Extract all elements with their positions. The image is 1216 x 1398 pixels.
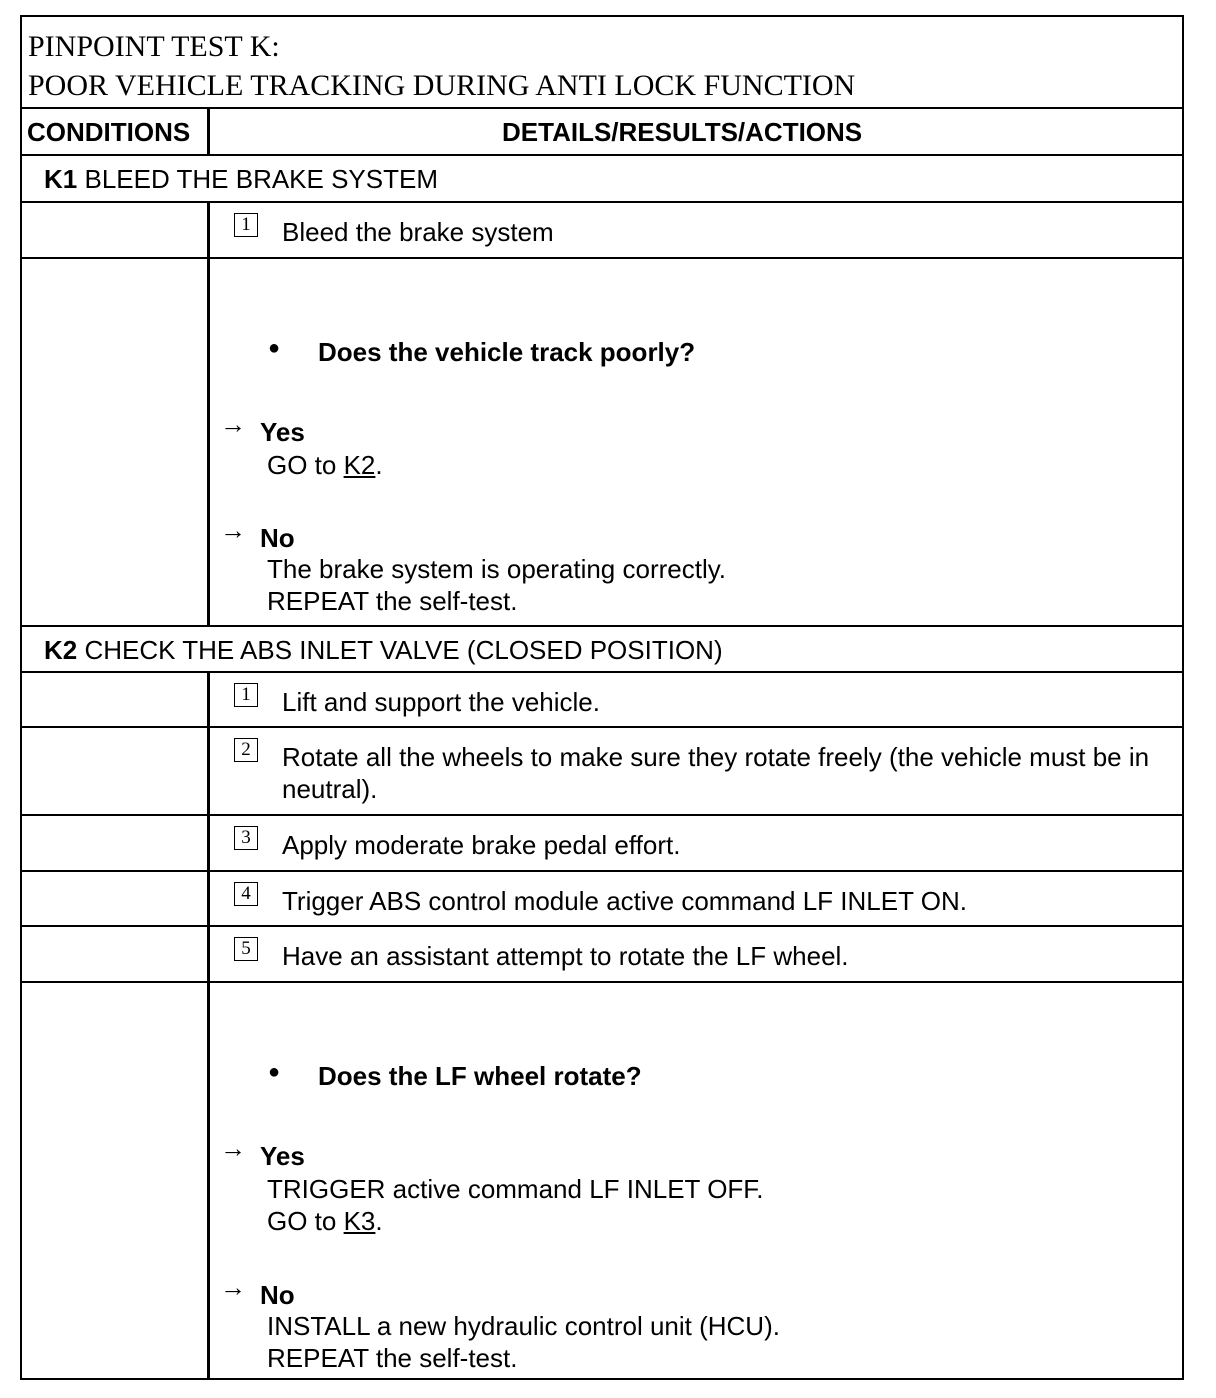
- column-header-row: [22, 107, 1182, 154]
- conditions-header: CONDITIONS: [27, 117, 191, 147]
- k1-yes-action: GO to K2.: [267, 450, 383, 480]
- link-k3[interactable]: K3: [343, 1206, 376, 1236]
- step-number-box: 1: [234, 213, 258, 237]
- k2-no-label: No: [260, 1280, 295, 1310]
- step-text: Bleed the brake system: [282, 217, 554, 247]
- step-text: Trigger ABS control module active command LF INLET ON.: [282, 886, 967, 916]
- k2-step-row: [22, 925, 1182, 981]
- k2-step-row: [22, 870, 1182, 925]
- k2-yes-label: Yes: [260, 1141, 305, 1171]
- test-title-line1: PINPOINT TEST K:: [28, 30, 280, 63]
- arrow-right-icon: →: [220, 1133, 246, 1163]
- test-title-line2: POOR VEHICLE TRACKING DURING ANTI LOCK FUNCTION: [28, 69, 856, 102]
- link-k2[interactable]: K2: [343, 450, 376, 480]
- step-number-box: 5: [234, 937, 258, 961]
- arrow-right-icon: →: [220, 1272, 246, 1302]
- k1-no-action: The brake system is operating correctly. REPEAT the self-test.: [267, 554, 727, 616]
- k2-step-row: [22, 814, 1182, 870]
- k1-result-row: [22, 257, 1182, 625]
- conditions-cell: [22, 927, 210, 981]
- conditions-cell: [22, 816, 210, 870]
- k1-no-label: No: [260, 523, 295, 553]
- step-number-box: 2: [234, 738, 258, 762]
- section-k2-code: K2: [44, 635, 78, 665]
- k2-result-row: [22, 981, 1182, 1378]
- step-text: Apply moderate brake pedal effort.: [282, 830, 681, 860]
- conditions-cell: [22, 673, 210, 726]
- pinpoint-test-table: [20, 15, 1184, 1380]
- step-number-box: 1: [234, 683, 258, 707]
- step-text: Rotate all the wheels to make sure they rotate freely (the vehicle must be in neutral).: [282, 742, 1150, 804]
- test-title: [28, 27, 855, 105]
- k1-step-row: [22, 201, 1182, 257]
- k2-step-row: [22, 671, 1182, 726]
- section-k1-title: [44, 164, 438, 195]
- details-header: DETAILS/RESULTS/ACTIONS: [502, 117, 863, 147]
- k2-yes-action: TRIGGER active command LF INLET OFF. GO to K3.: [267, 1174, 764, 1236]
- conditions-cell: [22, 728, 210, 814]
- k1-result: ● Does the vehicle track poorly? → Yes GO to K2. → No The brake system is operating correctly. REPEAT the self-test.: [220, 337, 727, 616]
- section-k2-title: [44, 635, 723, 666]
- step-text: Have an assistant attempt to rotate the LF wheel.: [282, 941, 849, 971]
- conditions-cell: [22, 203, 210, 257]
- k2-step-row: [22, 726, 1182, 814]
- step-number-box: 4: [234, 882, 258, 906]
- section-k1-title-row: [22, 154, 1182, 201]
- bullet-icon: ●: [268, 337, 281, 359]
- section-k1-code: K1: [44, 164, 78, 194]
- k1-yes-label: Yes: [260, 417, 305, 447]
- conditions-cell: [22, 872, 210, 925]
- section-k1-label: BLEED THE BRAKE SYSTEM: [84, 164, 438, 194]
- bullet-icon: ●: [268, 1061, 281, 1083]
- section-k2-title-row: [22, 625, 1182, 671]
- section-k2-label: CHECK THE ABS INLET VALVE (CLOSED POSITION): [84, 635, 723, 665]
- step-text: Lift and support the vehicle.: [282, 687, 600, 717]
- arrow-right-icon: →: [220, 515, 246, 545]
- k2-no-action: INSTALL a new hydraulic control unit (HCU). REPEAT the self-test.: [267, 1311, 780, 1373]
- step-number-box: 3: [234, 826, 258, 850]
- arrow-right-icon: →: [220, 409, 246, 439]
- k2-result: ● Does the LF wheel rotate? → Yes TRIGGER active command LF INLET OFF. GO to K3. → No INSTALL a new hydraulic control unit (HCU). REPEAT the self-test.: [220, 1061, 780, 1373]
